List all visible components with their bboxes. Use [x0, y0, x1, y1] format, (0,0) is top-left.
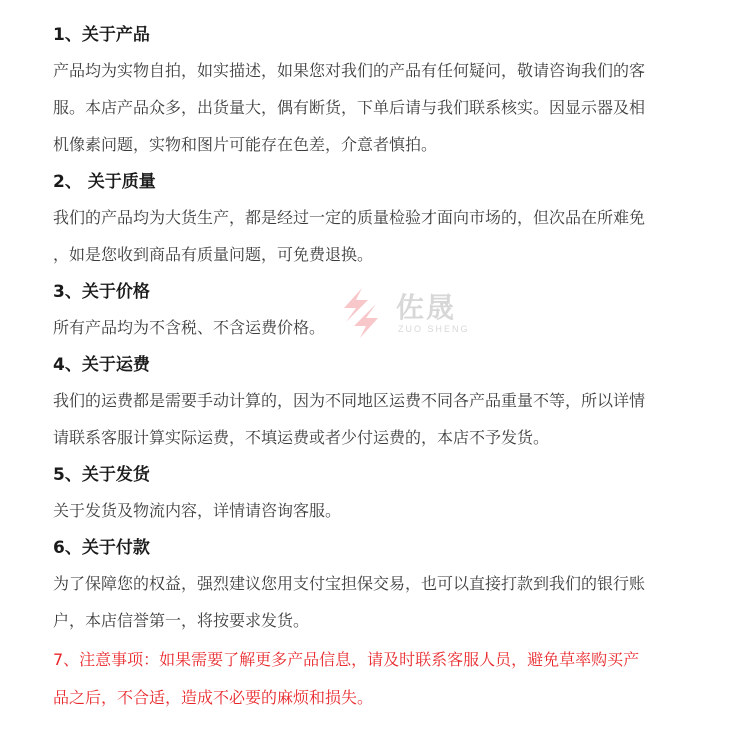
text-line: 为了保障您的权益，强烈建议您用支付宝担保交易，也可以直接打款到我们的银行账 — [53, 574, 646, 593]
section-text — [53, 199, 733, 273]
text-line: 机像素问题，实物和图片可能存在色差，介意者慎拍。 — [53, 135, 438, 154]
section-price — [53, 275, 733, 346]
text-line: 所有产品均为不含税、不含运费价格。 — [53, 318, 326, 337]
text-line: 产品均为实物自拍，如实描述，如果您对我们的产品有任何疑问，敬请咨询我们的客 — [53, 61, 646, 80]
section-text — [53, 309, 733, 346]
brand-name-en: ZUO SHENG — [398, 324, 470, 334]
brand-name-cn: 佐晟 — [396, 291, 457, 324]
document-body — [53, 18, 733, 719]
text-line: ，如是您收到商品有质量问题，可免费退换。 — [53, 245, 374, 264]
section-text — [53, 565, 733, 639]
text-line: 品之后，不合适，造成不必要的麻烦和损失。 — [53, 688, 374, 707]
section-product — [53, 18, 733, 163]
section-text — [53, 52, 733, 163]
section-delivery — [53, 458, 733, 529]
section-quality — [53, 165, 733, 273]
text-line: 我们的产品均为大货生产，都是经过一定的质量检验才面向市场的，但次品在所难免 — [53, 208, 646, 227]
text-line: 我们的运费都是需要手动计算的，因为不同地区运费不同各产品重量不等，所以详情 — [53, 391, 646, 410]
section-title: 1、关于产品 — [53, 25, 150, 45]
section-text — [53, 492, 733, 529]
section-shipping-fee — [53, 348, 733, 456]
section-title: 3、关于价格 — [53, 282, 150, 302]
text-line: 关于发货及物流内容，详情请咨询客服。 — [53, 501, 342, 520]
section-title: 5、关于发货 — [53, 465, 150, 485]
text-line: 7、注意事项：如果需要了解更多产品信息，请及时联系客服人员，避免草率购买产 — [53, 650, 640, 669]
section-payment — [53, 531, 733, 639]
text-line: 请联系客服计算实际运费，不填运费或者少付运费的，本店不予发货。 — [53, 428, 550, 447]
text-line: 服。本店产品众多，出货量大，偶有断货，下单后请与我们联系核实。因显示器及相 — [53, 98, 646, 117]
section-title: 6、关于付款 — [53, 538, 150, 558]
section-title: 2、 关于质量 — [53, 172, 156, 192]
text-line: 户，本店信誉第一，将按要求发货。 — [53, 611, 310, 630]
notice-text — [53, 641, 733, 717]
section-text — [53, 382, 733, 456]
section-title: 4、关于运费 — [53, 355, 150, 375]
